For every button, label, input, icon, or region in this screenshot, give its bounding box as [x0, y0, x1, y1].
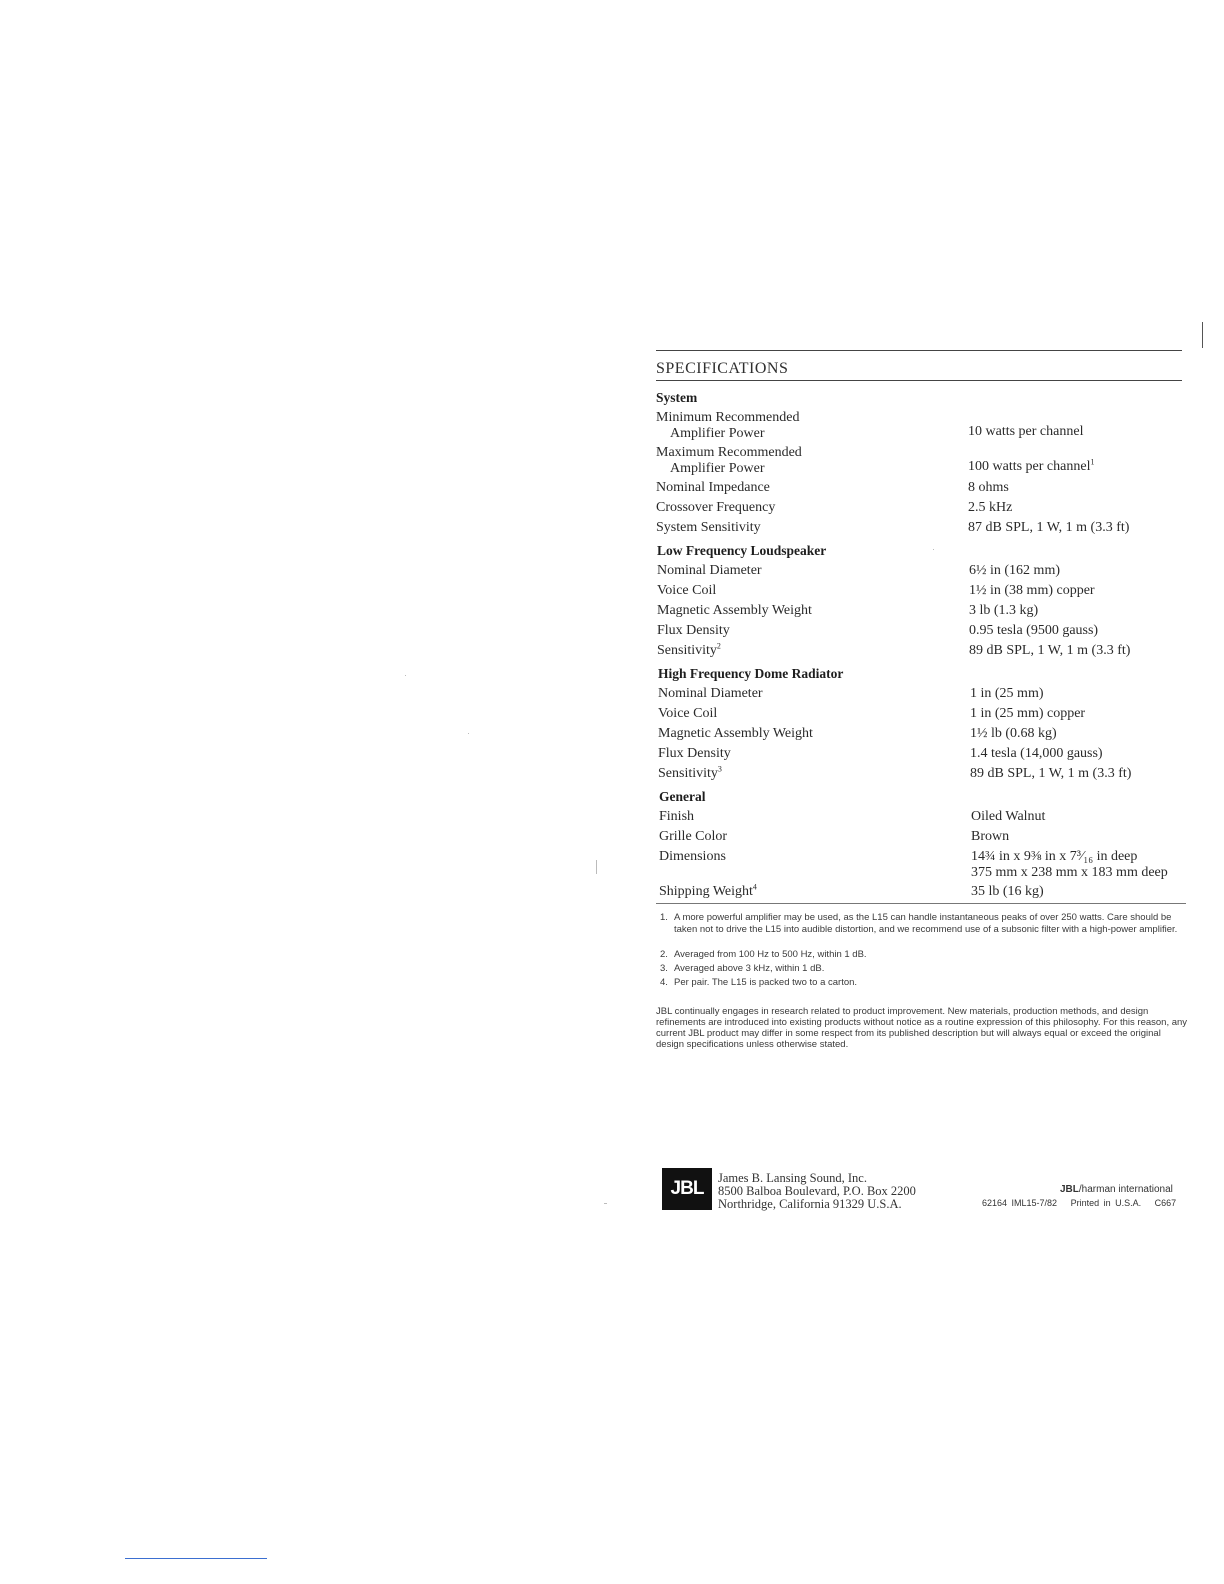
- scan-speck: [405, 675, 406, 676]
- spec-label: Nominal Diameter: [658, 686, 763, 701]
- page-title: SPECIFICATIONS: [656, 360, 789, 377]
- catalog-code: 62164 IML15-7/82: [982, 1198, 1058, 1208]
- print-codes: [982, 1198, 1176, 1208]
- scan-speck: [468, 733, 469, 734]
- spec-label: Crossover Frequency: [656, 500, 776, 515]
- jbl-logo: JBL: [662, 1168, 712, 1210]
- spec-label: Flux Density: [657, 623, 730, 638]
- spec-value: 3 lb (1.3 kg): [969, 603, 1039, 618]
- scan-speck: [933, 549, 934, 550]
- spec-value: 89 dB SPL, 1 W, 1 m (3.3 ft): [969, 643, 1131, 658]
- spec-label: Finish: [659, 809, 695, 824]
- disclaimer-text: JBL continually engages in research related to product improvement. New materials, production methods, and design refinements are introduced into existing products without notice as a routine expression of this philosophy. For this reason, any current JBL product may differ in some respect from its published description but will always equal or exceed the original design specifications unless otherwise stated.: [656, 1006, 1188, 1050]
- margin-mark: [1202, 322, 1203, 348]
- spec-label: Maximum Recommended Amplifier Power: [656, 445, 802, 476]
- address-line: 8500 Balboa Boulevard, P.O. Box 2200: [718, 1184, 916, 1198]
- spec-label: Magnetic Assembly Weight: [657, 603, 812, 618]
- spec-label: Minimum Recommended Amplifier Power: [656, 410, 800, 441]
- spec-label: Dimensions: [659, 849, 726, 864]
- spec-label: Flux Density: [658, 746, 731, 761]
- top-rule: [656, 350, 1182, 351]
- spec-value: 0.95 tesla (9500 gauss): [969, 623, 1099, 638]
- spec-value: 2.5 kHz: [968, 500, 1013, 515]
- spec-value: 14¾ in x 9⅜ in x 7³⁄₁₆ in deep 375 mm x 238 mm x 183 mm deep: [971, 849, 1168, 880]
- footnote-rule: [656, 903, 1186, 904]
- spec-value: 1½ lb (0.68 kg): [970, 726, 1057, 741]
- spec-label: Shipping Weight$^4$: [659, 882, 757, 899]
- spec-value: 35 lb (16 kg): [971, 884, 1044, 899]
- spec-value: 89 dB SPL, 1 W, 1 m (3.3 ft): [970, 766, 1132, 781]
- section-heading-system: System: [656, 390, 698, 405]
- printed-in: Printed in U.S.A.: [1070, 1198, 1142, 1208]
- spec-value: 87 dB SPL, 1 W, 1 m (3.3 ft): [968, 520, 1130, 535]
- spec-value: 8 ohms: [968, 480, 1009, 495]
- spec-label: System Sensitivity: [656, 520, 761, 535]
- spec-row: [656, 410, 1196, 444]
- footnote: 1. A more powerful amplifier may be used, as the L15 can handle instantaneous peaks of over 250 watts. Care should be taken not to drive the L15 into audible distortion, and we recommend use of a subsonic filter with a high-power amplifier.: [660, 912, 1178, 935]
- spec-label: Magnetic Assembly Weight: [658, 726, 813, 741]
- title-rule: [656, 380, 1182, 381]
- spec-value: Brown: [971, 829, 1010, 844]
- address-line: James B. Lansing Sound, Inc.: [718, 1171, 867, 1185]
- harman-brand: JBL/harman international: [1060, 1184, 1173, 1195]
- spec-label: Sensitivity$^3$: [658, 764, 722, 781]
- spec-value: 6½ in (162 mm): [969, 563, 1060, 578]
- spec-value: 10 watts per channel: [968, 424, 1084, 439]
- company-address: [718, 1172, 916, 1211]
- spec-value: 1.4 tesla (14,000 gauss): [970, 746, 1103, 761]
- spec-label: Sensitivity$^2$: [657, 641, 721, 658]
- spec-value: 1½ in (38 mm) copper: [969, 583, 1095, 598]
- spec-label: Nominal Impedance: [656, 480, 770, 495]
- spec-value: 100 watts per channel$^1$: [968, 457, 1095, 474]
- spec-value: 1 in (25 mm): [970, 686, 1044, 701]
- scan-speck: [596, 860, 597, 874]
- section-heading-general: General: [659, 789, 706, 804]
- spec-value: 1 in (25 mm) copper: [970, 706, 1086, 721]
- spec-label: Grille Color: [659, 829, 728, 844]
- spec-row: [659, 849, 1199, 883]
- reference-code: C667: [1154, 1198, 1177, 1208]
- section-heading-high-frequency: High Frequency Dome Radiator: [658, 666, 844, 681]
- scan-speck: [604, 1203, 607, 1204]
- bottom-left-line: [125, 1558, 267, 1559]
- spec-label: Nominal Diameter: [657, 563, 762, 578]
- section-heading-low-frequency: Low Frequency Loudspeaker: [657, 543, 827, 558]
- spec-value: Oiled Walnut: [971, 809, 1046, 824]
- address-line: Northridge, California 91329 U.S.A.: [718, 1197, 902, 1211]
- spec-row: [656, 445, 1196, 479]
- spec-label: Voice Coil: [658, 706, 718, 721]
- spec-label: Voice Coil: [657, 583, 717, 598]
